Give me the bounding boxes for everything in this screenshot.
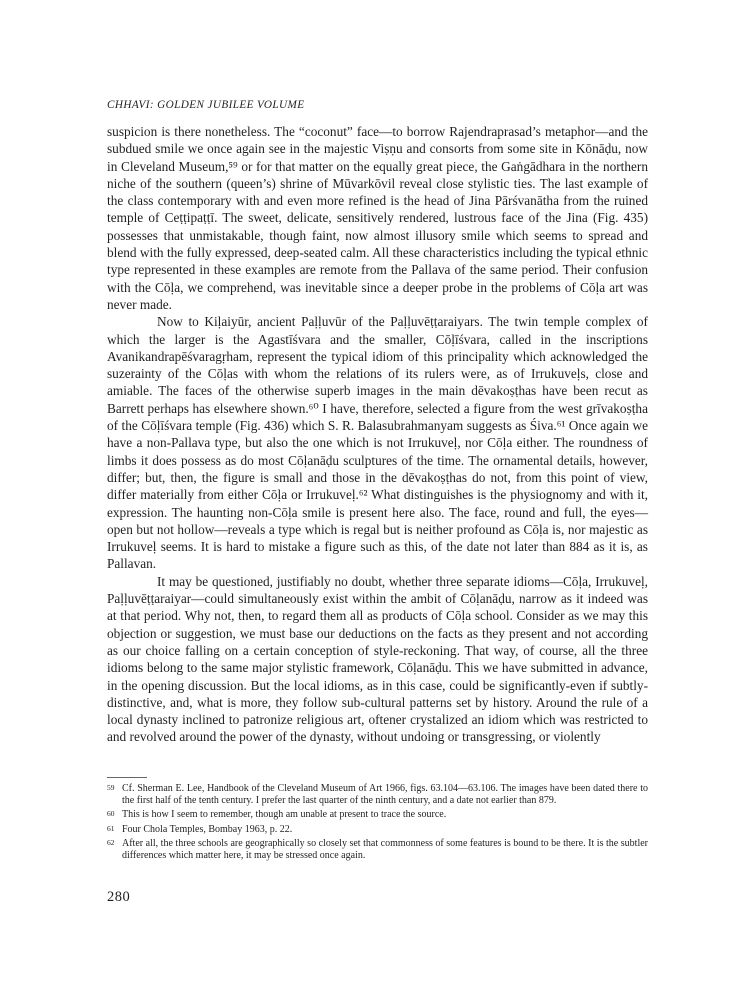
footnote-text: This is how I seem to remember, though am unable at present to trace the source. <box>122 809 447 821</box>
page-number: 280 <box>107 889 131 905</box>
footnote-number: 61 <box>107 823 115 833</box>
footnote-text: After all, the three schools are geographically so closely set that commonness of some features is bound to be there. It is the subtler differences which matter here, it may be stressed once again. <box>122 837 648 862</box>
footnote-number: 59 <box>107 783 115 792</box>
footnote-62 <box>107 838 648 862</box>
paragraph-3: It may be questioned, justifiably no doubt, whether three separate idioms—Cōḷa, Irrukuveḷ, Paḷḷuvēṭṭaraiyar—could simultaneously exist within the ambit of Cōḷanāḍu, narrow as it indeed was at that period. Why not, then, to regard them all as products of Cōḷa school. Consider as we may this objection or suggestion, we must base our deductions on the facts as they present and not according as our choice falling on a certain conception of style-reckoning. That way, of course, all the three idioms belong to the same major stylistic framework, Cōḷanāḍu. This we have submitted in advance, in the opening discussion. But the local idioms, as in this case, could be significantly-even if subtly-distinctive, and, what is more, they follow sub-cultural patterns set by history. Around the rule of a local dynasty inclined to patronize religious art, oftener crystalized an idiom which was restricted to and revolved around the power of the dynasty, without undoing or transgressing, or violently <box>107 573 648 745</box>
footnote-60 <box>107 809 648 821</box>
footnote-59 <box>107 783 648 807</box>
body-text <box>107 123 648 746</box>
footnote-text: Four Chola Temples, Bombay 1963, p. 22. <box>122 823 293 835</box>
paragraph-2: Now to Kiḷaiyūr, ancient Paḷḷuvūr of the Paḷḷuvēṭṭaraiyars. The twin temple complex of which the larger is the Agastīśvara and the smaller, Cōḷīśvara, called in the inscriptions Avanikandrapēśvaragṛham, represent the typical idiom of this principality which acknowledged the suzerainty of the Cōḷas with whom the relations of its rulers were, as of Irrukuveḷs, close and amiable. The faces of the otherwise superb images in the main dēvakoṣṭhas have been recut as Barrett perhaps has elsewhere shown.⁶⁰ I have, therefore, selected a figure from the west grīvakoṣṭha of the Cōḷīśvara temple (Fig. 436) which S. R. Balasubrahmanyam suggests as Śiva.⁶¹ Once again we have a non-Pallava type, but also the one which is not Irrukuveḷ, nor Cōḷa either. The roundness of limbs it does possess as do most Cōḷanāḍu sculptures of the time. The ornamental details, however, differ; but, then, the figure is small and those in the dēvakoṣṭhas do not, from this point of view, differ materially from either Cōḷa or Irrukuveḷ.⁶² What distinguishes is the physiognomy and with it, expression. The haunting non-Cōḷa smile is present here also. The face, round and full, the eyes—open but not hollow—reveals a type which is regal but is neither profound as Cōḷa is, nor majestic as Irrukuveḷ seems. It is hard to mistake a figure such as this, of the date not later than 884 as it is, as Pallavan. <box>107 314 648 572</box>
footnote-number: 62 <box>107 837 115 847</box>
footnotes <box>107 783 648 864</box>
footnote-number: 60 <box>107 809 115 819</box>
footnote-61 <box>107 824 648 836</box>
footnote-text: Cf. Sherman E. Lee, Handbook of the Cleveland Museum of Art 1966, figs. 63.104—63.106. The images have been dated there to the first half of the tenth century. I prefer the last quarter of the ninth century, and a date not earlier than 879. <box>122 783 648 807</box>
running-header: CHHAVI: GOLDEN JUBILEE VOLUME <box>107 99 305 111</box>
footnote-divider <box>107 777 147 778</box>
paragraph-1: suspicion is there nonetheless. The “coconut” face—to borrow Rajendraprasad’s metaphor—and the subdued smile we once again see in the majestic Viṣṇu and consorts from some site in Kōnāḍu, now in Cleveland Museum,⁵⁹ or for that matter on the equally great piece, the Gaṅgādhara in the northern niche of the southern (queen’s) shrine of Mūvarkōvil reveal close stylistic ties. The last example of the class contemporary with and even more refined is the head of Jina Pārśvanātha from the ruined temple of Ceṭṭipaṭṭī. The sweet, delicate, sensitively rendered, lustrous face of the Jina (Fig. 435) possesses that unmistakable, though faint, now almost illusory smile which seems to spread and blend with the fully expressed, deep-seated calm. All these characteristics including the typical ethnic type represented in these examples are remote from the Pallava of the same period. Their confusion with the Cōḷa, we comprehend, was inevitable since a deeper probe in the problems of Cōḷa art was never made. <box>107 124 648 312</box>
